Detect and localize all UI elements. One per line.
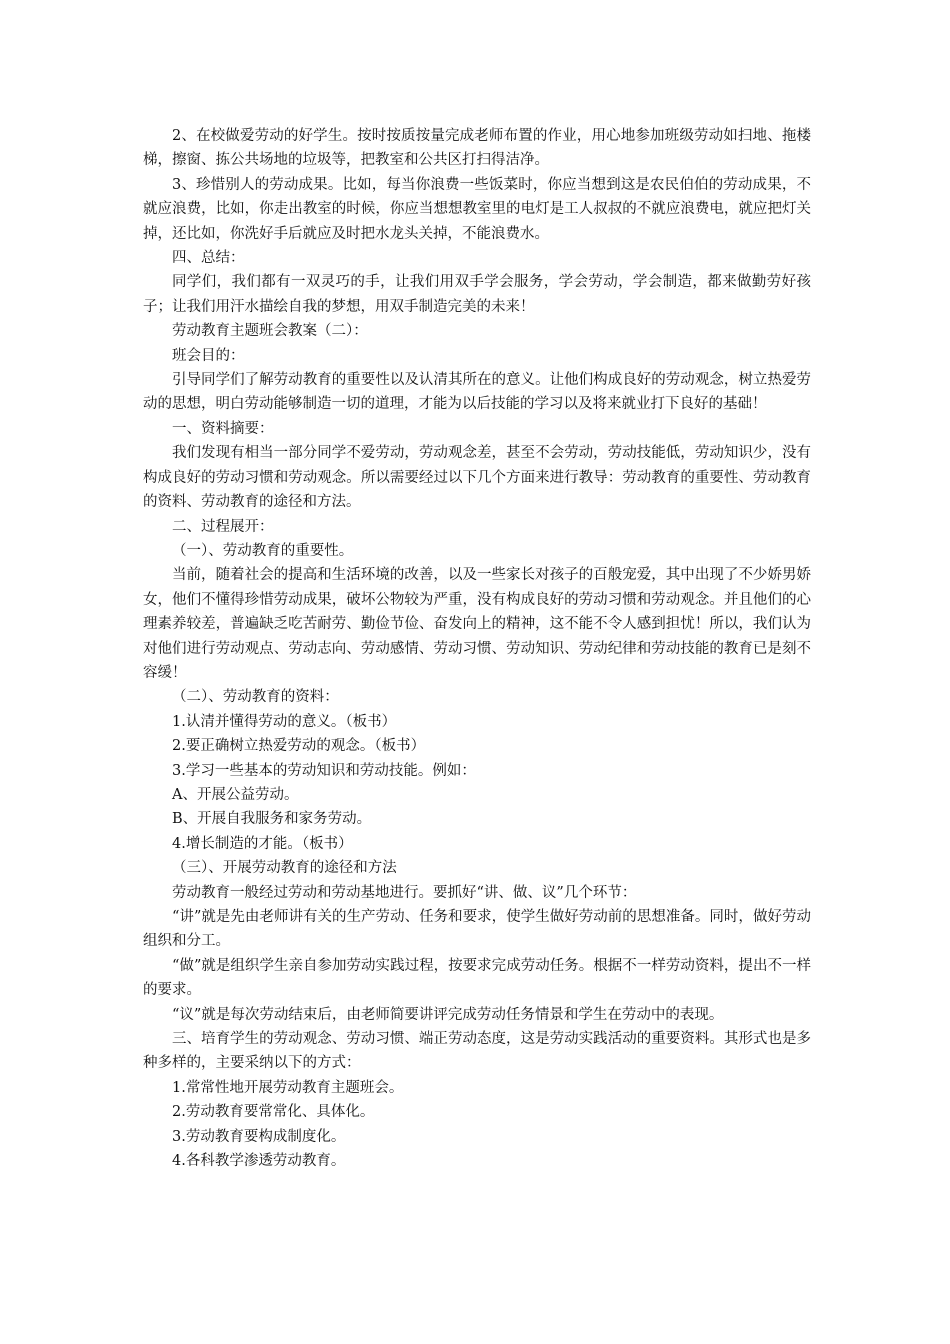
section-heading: 一、资料摘要： xyxy=(172,420,274,437)
list-item: 4.各科教学渗透劳动教育。 xyxy=(172,1153,346,1170)
list-item: B、开展自我服务和家务劳动。 xyxy=(172,811,372,828)
list-item: 2.劳动教育要常常化、具体化。 xyxy=(172,1104,375,1121)
subsection-heading: （一）、劳动教育的重要性。 xyxy=(172,542,354,559)
section-heading: 劳动教育主题班会教案（二）： xyxy=(172,323,368,340)
list-item: 4.增长制造的才能。（板书） xyxy=(172,835,353,852)
list-item: A、开展公益劳动。 xyxy=(172,786,299,803)
section-heading: 班会目的： xyxy=(172,347,245,364)
paragraph: 2、在校做爱劳动的好学生。按时按质按量完成老师布置的作业，用心地参加班级劳动如扫地、拖楼梯，擦窗、拣公共场地的垃圾等，把教室和公共区打扫得洁净。 xyxy=(143,128,811,169)
paragraph: 我们发现有相当一部分同学不爱劳动，劳动观念差，甚至不会劳动，劳动技能低，劳动知识少，没有构成良好的劳动习惯和劳动观念。所以需要经过以下几个方面来进行教导：劳动教育的重要性、劳动教育的资料、劳动教育的途径和方法。 xyxy=(143,445,811,511)
section-heading: 四、总结： xyxy=(172,250,245,267)
list-item: 2.要正确树立热爱劳动的观念。（板书） xyxy=(172,738,426,755)
list-item: 1.认清并懂得劳动的意义。（板书） xyxy=(172,713,397,730)
section-heading: 二、过程展开： xyxy=(172,518,274,535)
paragraph: 引导同学们了解劳动教育的重要性以及认清其所在的意义。让他们构成良好的劳动观念，树立热爱劳动的思想，明白劳动能够制造一切的道理，才能为以后技能的学习以及将来就业打下良好的基础！ xyxy=(143,372,811,413)
paragraph: “议”就是每次劳动结束后，由老师简要讲评完成劳动任务情景和学生在劳动中的表现。 xyxy=(172,1006,724,1023)
paragraph: “讲”就是先由老师讲有关的生产劳动、任务和要求，使学生做好劳动前的思想准备。同时，做好劳动组织和分工。 xyxy=(143,909,811,950)
document-body xyxy=(143,124,811,1173)
paragraph: 3、珍惜别人的劳动成果。比如，每当你浪费一些饭菜时，你应当想到这是农民伯伯的劳动成果，不就应浪费，比如，你走出教室的时候，你应当想想教室里的电灯是工人叔叔的不就应浪费电，就应把灯关掉，还比如，你洗好手后就应及时把水龙头关掉，不能浪费水。 xyxy=(143,176,811,242)
paragraph: 当前，随着社会的提高和生活环境的改善，以及一些家长对孩子的百般宠爱，其中出现了不少娇男娇女，他们不懂得珍惜劳动成果，破坏公物较为严重，没有构成良好的劳动习惯和劳动观念。并且他们的心理素养较差，普遍缺乏吃苦耐劳、勤俭节俭、奋发向上的精神，这不能不令人感到担忧！所以，我们认为对他们进行劳动观点、劳动志向、劳动感情、劳动习惯、劳动知识、劳动纪律和劳动技能的教育已是刻不容缓！ xyxy=(143,567,811,681)
list-item: 3.学习一些基本的劳动知识和劳动技能。例如： xyxy=(172,762,476,779)
subsection-heading: （三）、开展劳动教育的途径和方法 xyxy=(172,860,397,877)
list-item: 3.劳动教育要构成制度化。 xyxy=(172,1128,346,1145)
paragraph: 同学们，我们都有一双灵巧的手，让我们用双手学会服务，学会劳动，学会制造，都来做勤劳好孩子；让我们用汗水描绘自我的梦想，用双手制造完美的未来！ xyxy=(143,274,811,315)
subsection-heading: （二）、劳动教育的资料： xyxy=(172,689,339,706)
list-item: 1.常常性地开展劳动教育主题班会。 xyxy=(172,1079,404,1096)
paragraph: 三、培育学生的劳动观念、劳动习惯、端正劳动态度，这是劳动实践活动的重要资料。其形式也是多种多样的，主要采纳以下的方式： xyxy=(143,1031,811,1072)
paragraph: 劳动教育一般经过劳动和劳动基地进行。要抓好“讲、做、议”几个环节： xyxy=(172,884,637,901)
paragraph: “做”就是组织学生亲自参加劳动实践过程，按要求完成劳动任务。根据不一样劳动资料，提出不一样的要求。 xyxy=(143,957,811,999)
